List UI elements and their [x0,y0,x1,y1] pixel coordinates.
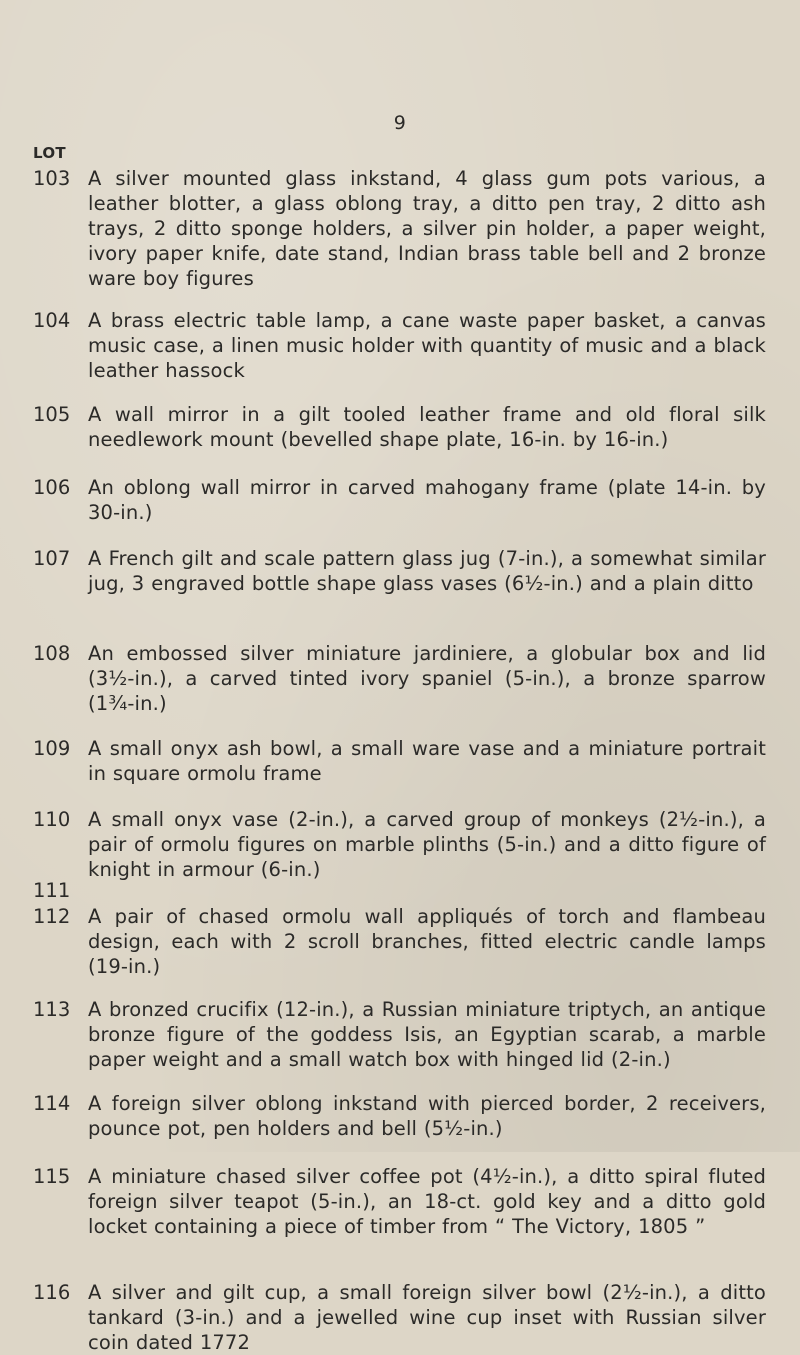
lot-description: A silver mounted glass inkstand, 4 glass gum pots various, a leather blotter, a glass oblong tray, a ditto pen tray, 2 ditto ash trays, 2 ditto sponge holders, a silver pin holder, a paper weight, ivory paper knife, date stand, Indian brass table bell and 2 bronze ware boy figures [88,167,766,290]
lot-description: A pair of chased ormolu wall appliqués of torch and flambeau design, each with 2 scroll branches, fitted electric candle lamps (19-in.) [88,905,766,978]
lot-column-header: LOT [33,144,66,162]
lot-number: 110 [33,808,71,831]
lot-description: A French gilt and scale pattern glass jug (7-in.), a somewhat similar jug, 3 engraved bottle shape glass vases (6½-in.) and a plain ditto [88,547,766,595]
lot-description: A small onyx vase (2-in.), a carved group of monkeys (2½-in.), a pair of ormolu figures on marble plinths (5-in.) and a ditto figure of knight in armour (6-in.) [88,808,766,881]
lot-number: 116 [33,1281,71,1304]
lot-description: A brass electric table lamp, a cane waste paper basket, a canvas music case, a linen music holder with quantity of music and a black leather hassock [88,309,766,382]
lot-number: 108 [33,642,71,665]
lot-number: 111 [33,879,71,902]
lot-number: 109 [33,737,71,760]
lot-number: 103 [33,167,71,190]
lot-description: A bronzed crucifix (12-in.), a Russian miniature triptych, an antique bronze figure of the goddess Isis, an Egyptian scarab, a marble paper weight and a small watch box with hinged lid (2-in.) [88,998,766,1071]
lot-description: A foreign silver oblong inkstand with pierced border, 2 receivers, pounce pot, pen holders and bell (5½-in.) [88,1092,766,1140]
lot-number: 106 [33,476,71,499]
lot-description: An embossed silver miniature jardiniere, a globular box and lid (3½-in.), a carved tinted ivory spaniel (5-in.), a bronze sparrow (1¾-in.) [88,642,766,715]
lot-number: 104 [33,309,71,332]
lot-number: 107 [33,547,71,570]
lot-number: 114 [33,1092,71,1115]
lot-number: 112 [33,905,71,928]
lot-description: An oblong wall mirror in carved mahogany frame (plate 14-in. by 30-in.) [88,476,766,524]
page-number: 9 [393,112,407,134]
lot-description: A miniature chased silver coffee pot (4½-in.), a ditto spiral fluted foreign silver teapot (5-in.), an 18-ct. gold key and a ditto gold locket containing a piece of timber from “ The Victory, 1805 ” [88,1165,766,1238]
lot-number: 115 [33,1165,71,1188]
lot-description: A small onyx ash bowl, a small ware vase and a miniature portrait in square ormolu frame [88,737,766,785]
lot-description: A wall mirror in a gilt tooled leather frame and old floral silk needlework mount (bevelled shape plate, 16-in. by 16-in.) [88,403,766,451]
lot-description: A silver and gilt cup, a small foreign silver bowl (2½-in.), a ditto tankard (3-in.) and a jewelled wine cup inset with Russian silver coin dated 1772 [88,1281,766,1354]
lot-number: 105 [33,403,71,426]
lot-number: 113 [33,998,71,1021]
